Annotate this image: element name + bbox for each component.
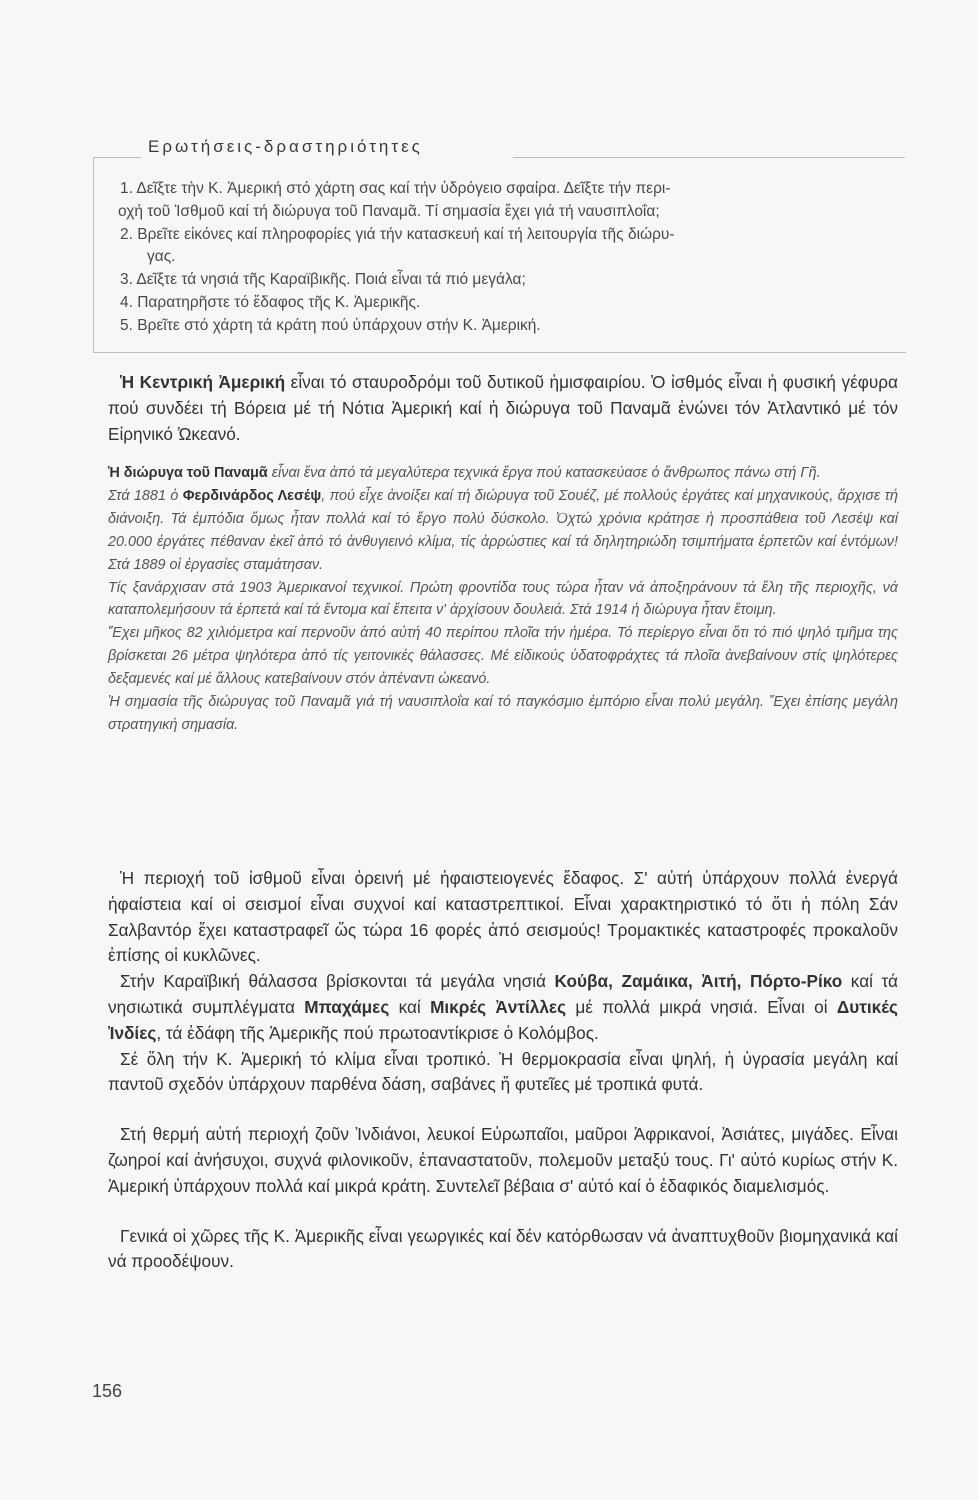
- body-p2-b: καί τά νησιωτικά συμπλέγματα: [108, 971, 898, 1017]
- body-p2-a: Στήν Καραϊβική θάλασσα βρίσκονται τά μεγάλα νησιά: [120, 971, 555, 992]
- question-item: 4. Παρατηρῆστε τό ἔδαφος τῆς Κ. Ἀμερικῆς.: [120, 293, 421, 311]
- west-indies-bold: Δυτικές Ἰνδίες: [108, 996, 898, 1043]
- islands-bold: Κούβα, Ζαμάικα, Ἀιτή, Πόρτο-Ρίκο: [554, 971, 843, 992]
- panama-p1-text: εἶναι ἕνα ἀπό τά μεγαλύτερα τεχνικά ἔργα πού κατασκεύασε ὁ ἄνθρωπος πάνω στή Γῆ.: [267, 465, 821, 481]
- body-p2-c: καί: [389, 996, 431, 1017]
- bahamas-bold: Μπαχάμες: [304, 996, 390, 1017]
- lesseps-bold: Φερδινάρδος Λεσέψ: [182, 487, 322, 504]
- panama-inset: [108, 462, 898, 737]
- question-item: γας.: [147, 248, 176, 266]
- body-p2-e: , τά ἐδάφη τῆς Ἀμερικῆς πού πρωτοαντίκρισε ὁ Κολόμβος.: [156, 1022, 599, 1043]
- intro-paragraph: [108, 370, 898, 447]
- panama-p5: Ἡ σημασία τῆς διώρυγας τοῦ Παναμᾶ γιά τή ναυσιπλοΐα καί τό παγκόσμιο ἐμπόριο εἶναι πολύ μεγάλη. Ἔχει ἐπίσης μεγάλη στρατηγική σημασία.: [108, 694, 898, 733]
- panama-p3: Τίς ξανάρχισαν στά 1903 Ἀμερικανοί τεχνικοί. Πρώτη φροντίδα τους τώρα ἦταν νά ἀποξηράνουν τά ἕλη τῆς περιοχῆς, νά καταπολεμήσουν τά ἑρπετά καί τά ἔντομα καί ἔπειτα ν' ἀρχίσουν δουλειά. Στά 1914 ἡ διώρυγα ἦταν ἕτοιμη.: [108, 579, 898, 619]
- body-p1: Ἡ περιοχή τοῦ ἰσθμοῦ εἶναι ὀρεινή μέ ἡφαιστειογενές ἔδαφος. Σ' αὐτή ὑπάρχουν πολλά ἐνεργά ἡφαίστεια καί οἱ σεισμοί εἶναι συχνοί καί καταστρεπτικοί. Εἶναι χαρακτηριστικό τό ὅτι ἡ πόλη Σάν Σαλβαντόρ ἔχει καταστραφεῖ ὥς τώρα 16 φορές ἀπό σεισμούς! Τρομακτικές καταστροφές προκαλοῦν ἐπίσης οἱ κυκλῶνες.: [108, 868, 898, 966]
- page-number: 156: [92, 1381, 123, 1401]
- questions-title: Ερωτήσεις-δραστηριότητες: [148, 137, 423, 156]
- question-item: 5. Βρεῖτε στό χάρτη τά κράτη πού ὑπάρχουν στήν Κ. Ἀμερική.: [120, 316, 541, 334]
- intro-bold: Ἡ Κεντρική Ἀμερική: [120, 372, 286, 392]
- panama-p1: [108, 462, 898, 485]
- panama-p2-text: , πού εἶχε ἀνοίξει καί τή διώρυγα τοῦ Σουέζ, μέ πολλούς ἐργάτες καί μηχανικούς, ἄρχισε τή διάνοιξη. Τά ἐμπόδια ὅμως ἦταν πολλά καί τό ἔργο πολύ δύσκολο. Ὀχτώ χρόνια κράτησε ἡ προσπάθεια τοῦ Λεσέψ καί 20.000 ἐργάτες πέθαναν ἐκεῖ ἀπό τό ἀνθυγιεινό κλίμα, τίς ἀρρώστιες καί τά δηλητηριώδη τσιμπήματα ἑρπετῶν καί ἐντόμων! Στά 1889 οἱ ἐργασίες σταμάτησαν.: [108, 487, 898, 573]
- body-p4: Στή θερμή αὐτή περιοχή ζοῦν Ἰνδιάνοι, λευκοί Εὐρωπαῖοι, μαῦροι Ἀφρικανοί, Ἀσιάτες, μιγάδες. Εἶναι ζωηροί καί ἀνήσυχοι, συχνά φιλονικοῦν, ἐπαναστατοῦν, πολεμοῦν μεταξύ τους. Γι' αὐτό κυρίως στήν Κ. Ἀμερική ὑπάρχουν πολλά καί μικρά κράτη. Συντελεῖ βέβαια σ' αὐτό καί ὁ ἐδαφικός διαμελισμός.: [108, 1124, 898, 1196]
- body-p2: [108, 969, 898, 1046]
- question-item: 1. Δεῖξτε τὴν Κ. Ἀμερική στό χάρτη σας καί τήν ὑδρόγειο σφαίρα. Δεῖξτε τήν περι-: [120, 180, 671, 197]
- question-item: 3. Δεῖξτε τά νησιά τῆς Καραϊβικῆς. Ποιά εἶναι τά πιό μεγάλα;: [120, 271, 526, 289]
- question-item: 2. Βρεῖτε εἰκόνες καί πληροφορίες γιά τήν κατασκευή καί τή λειτουργία τῆς διώρυ-: [120, 225, 675, 243]
- body-p2-d: μέ πολλά μικρά νησιά. Εἶναι οἱ: [566, 996, 837, 1017]
- antilles-bold: Μικρές Ἀντίλλες: [430, 996, 567, 1017]
- body-p5: Γενικά οἱ χῶρες τῆς Κ. Ἀμερικῆς εἶναι γεωργικές καί δέν κατόρθωσαν νά ἀναπτυχθοῦν βιομηχανικά καί νά προοδέψουν.: [108, 1225, 898, 1272]
- questions-list: [120, 178, 910, 338]
- body-p3: Σέ ὅλη τήν Κ. Ἀμερική τό κλίμα εἶναι τροπικό. Ἡ θερμοκρασία εἶναι ψηλή, ἡ ὑγρασία μεγάλη καί παντοῦ σχεδόν ὑπάρχουν παρθένα δάση, σαβάνες ἤ φυτεῖες μέ τροπικά φυτά.: [108, 1048, 898, 1095]
- panama-p2: [108, 485, 898, 577]
- question-item: οχή τοῦ Ἰσθμοῦ καί τή διώρυγα τοῦ Παναμᾶ. Τί σημασία ἔχει γιά τή ναυσιπλοΐα;: [118, 202, 660, 220]
- panama-p4: Ἔχει μῆκος 82 χιλιόμετρα καί περνοῦν ἀπό αὐτή 40 περίπου πλοῖα τήν ἡμέρα. Τό περίεργο εἶναι ὅτι τό πιό ψηλό τμῆμα της βρίσκεται 26 μέτρα ψηλότερα ἀπό τίς γειτονικές θάλασσες. Μέ εἰδικούς ὑδατοφράχτες τά πλοῖα ἀνεβαίνουν στίς ψηλότερες δεξαμενές καί μέ ἄλλους κατεβαίνουν στόν ἀπέναντι ὠκεανό.: [108, 625, 898, 688]
- intro-text: εἶναι τό σταυροδρόμι τοῦ δυτικοῦ ἡμισφαιρίου. Ὁ ἰσθμός εἶναι ἡ φυσική γέφυρα πού συνδέει τή Βόρεια μέ τή Νότια Ἀμερική καί ἡ διώρυγα τοῦ Παναμᾶ ἑνώνει τόν Ἀτλαντικό μέ τόν Εἰρηνικό Ὠκεανό.: [108, 372, 898, 444]
- panama-p2-pre: Στά 1881 ὁ: [108, 487, 183, 504]
- body-text: [108, 866, 898, 1275]
- panama-bold: Ἡ διώρυγα τοῦ Παναμᾶ: [108, 465, 268, 481]
